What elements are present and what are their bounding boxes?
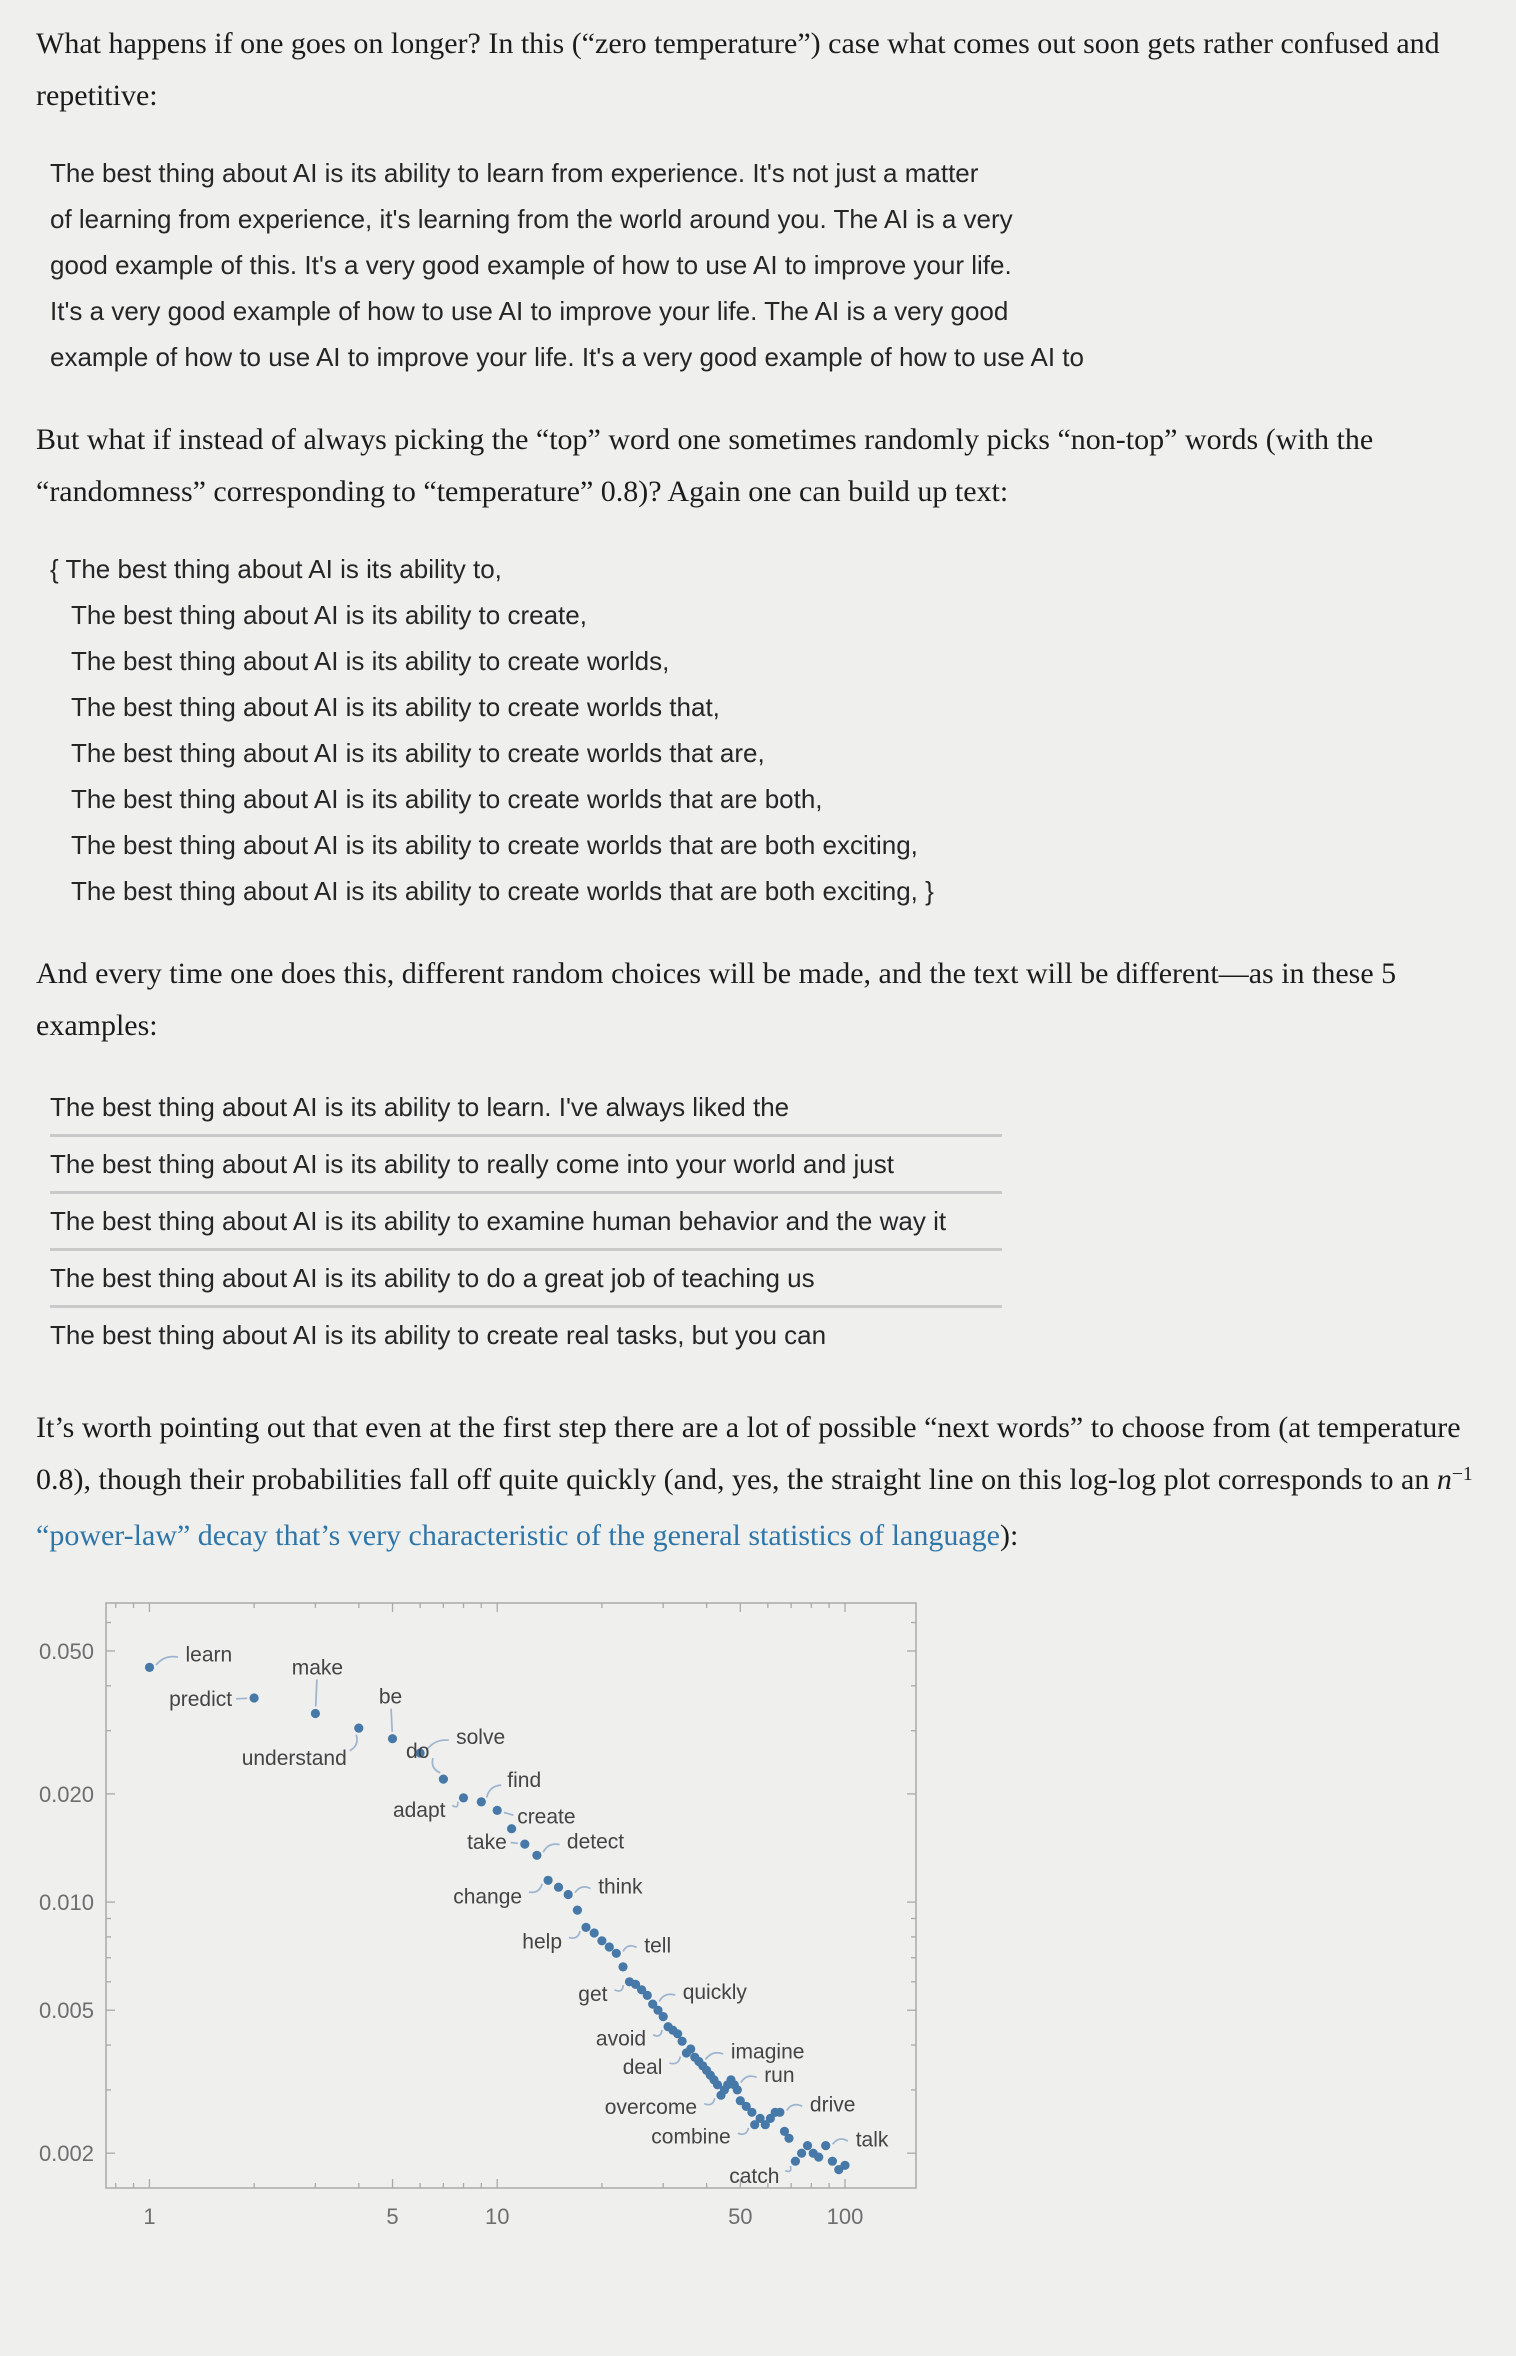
data-point [311,1709,320,1718]
data-point [493,1806,502,1815]
data-point [354,1724,363,1733]
label-leader-line [529,1884,542,1893]
word-label: deal [622,2056,663,2079]
word-label: quickly [682,1981,747,2005]
word-label: learn [185,1643,233,1667]
random-examples-list [36,1080,1002,1362]
label-leader-line [156,1657,178,1665]
label-leader-line [741,2076,757,2083]
label-leader-line [427,1740,449,1750]
data-point [733,2085,742,2094]
data-point [840,2161,849,2170]
text-run: n [1436,1463,1452,1496]
word-label: drive [809,2093,856,2117]
paragraph-temperature-08-intro [36,414,1480,518]
point-labels [156,1643,889,2188]
paragraph-five-examples-intro [36,948,1480,1052]
word-label: change [453,1885,523,1909]
word-label: detect [566,1830,625,1854]
data-point [659,2012,668,2021]
word-label: make [291,1656,344,1680]
data-point [250,1693,259,1702]
example-row: The best thing about AI is its ability to learn. I've always liked the [50,1092,790,1122]
chart-svg [36,1588,986,2278]
text-run: −1 [1451,1464,1473,1486]
data-point [686,2044,695,2053]
y-tick-label: 0.002 [38,2141,94,2167]
word-label: solve [456,1726,506,1749]
text-run: But what if instead of always picking the “top” word one sometimes randomly picks “non-top” words (with the “randomness” corresponding to “temperature” 0.8)? Again one can build up text: [36,423,1374,508]
sample-output-line: The best thing about AI is its ability to create worlds, [71,646,670,676]
y-tick-label: 0.050 [38,1638,94,1664]
sample-output-line: of learning from experience, it's learning from the world around you. The AI is a very [50,204,1013,234]
data-point [612,1949,621,1958]
word-label: be [378,1685,403,1709]
label-leader-line [316,1679,317,1706]
label-leader-line [738,2128,749,2134]
text-run: And every time one does this, different random choices will be made, and the text will be different—as in these 5 examples: [36,957,1397,1042]
label-leader-line [432,1758,440,1773]
data-point [791,2157,800,2166]
label-leader-line [452,1802,458,1807]
x-tick-label: 100 [826,2204,864,2229]
data-point [564,1890,573,1899]
power-law-link[interactable]: “power-law” decay that’s very characteristic of the general statistics of language [36,1519,1000,1552]
word-label: find [507,1768,542,1792]
sample-output-line: The best thing about AI is its ability to learn from experience. It's not just a matter [50,158,979,188]
x-axis-labels [143,2204,863,2229]
data-point [605,1942,614,1951]
data-point [388,1734,397,1743]
word-label: catch [729,2165,780,2189]
label-leader-line [391,1709,392,1732]
label-leader-line [669,2057,680,2064]
data-point [803,2141,812,2150]
x-tick-label: 1 [143,2204,156,2229]
word-label: talk [855,2128,889,2152]
data-point [573,1906,582,1915]
text-run: ): [999,1519,1019,1552]
data-point [477,1797,486,1806]
word-label: think [598,1875,643,1899]
data-point [590,1928,599,1937]
data-point [459,1793,468,1802]
y-axis-labels [39,1639,94,2166]
word-label: imagine [730,2040,805,2064]
word-label: understand [241,1747,347,1771]
label-leader-line [653,2030,662,2036]
x-tick-label: 5 [386,2204,399,2229]
x-tick-label: 50 [728,2204,753,2229]
paragraph-power-law [36,1402,1480,1562]
data-point [618,1962,627,1971]
data-point [821,2141,830,2150]
data-point [747,2108,756,2117]
label-leader-line [236,1698,247,1699]
data-point [597,1936,606,1945]
text-run: What happens if one goes on longer? In this (“zero temperature”) case what comes out soon gets rather confused and repetitive: [36,27,1440,112]
label-leader-line [575,1887,591,1893]
example-row: The best thing about AI is its ability to do a great job of teaching us [50,1248,1002,1305]
data-point [828,2157,837,2166]
data-point [678,2037,687,2046]
label-leader-line [833,2139,848,2144]
sample-output-line: { The best thing about AI is its ability to, [50,554,502,584]
word-probability-log-log-chart [36,1588,1480,2283]
label-leader-line [787,2105,803,2111]
word-label: combine [651,2125,731,2149]
label-leader-line [706,2053,724,2060]
data-point [532,1851,541,1860]
sample-output-line: The best thing about AI is its ability to create, [71,600,587,630]
progressive-generation-block [36,546,1480,914]
y-tick-label: 0.005 [38,1998,94,2024]
label-leader-line [487,1785,502,1797]
label-leader-line [704,2098,715,2104]
label-leader-line [511,1843,518,1844]
sample-output-line: The best thing about AI is its ability to create worlds that are both, [71,784,823,814]
label-leader-line [569,1931,580,1938]
word-label: get [578,1982,608,2006]
text-run: It’s worth pointing out that even at the first step there are a lot of possible “next words” to choose from (at temperature 0.8), though their probabilities fall off quite quickly (and, yes, the straight line on this log-log plot corresponds to an [36,1411,1461,1496]
word-label: adapt [392,1798,446,1822]
label-leader-line [785,2166,791,2171]
data-point [520,1840,529,1849]
sample-output-line: The best thing about AI is its ability to create worlds that are, [71,738,765,768]
data-point [797,2149,806,2158]
paragraph-zero-temperature-intro [36,18,1480,122]
example-row: The best thing about AI is its ability to examine human behavior and the way it [50,1191,1002,1248]
word-label: tell [644,1934,672,1958]
word-label: help [522,1930,562,1954]
data-point [507,1824,516,1833]
data-point [775,2108,784,2117]
word-label: avoid [595,2027,647,2051]
y-tick-label: 0.020 [38,1781,94,1807]
label-leader-line [504,1812,514,1815]
y-tick-label: 0.010 [38,1890,94,1916]
label-leader-line [615,1985,624,1991]
label-leader-line [659,1994,675,2001]
sample-output-line: example of how to use AI to improve your life. It's a very good example of how to use AI to [50,342,1084,372]
label-leader-line [543,1844,559,1852]
data-point [643,1991,652,2000]
example-row: The best thing about AI is its ability to really come into your world and just [50,1134,1002,1191]
example-row: The best thing about AI is its ability to create real tasks, but you can [50,1305,1002,1362]
x-tick-label: 10 [484,2204,510,2229]
sample-output-line: The best thing about AI is its ability to create worlds that are both exciting, [71,830,918,860]
word-label: overcome [604,2096,697,2120]
label-leader-line [623,1946,637,1952]
data-point [581,1923,590,1932]
zero-temperature-output-block [36,150,1480,380]
word-label: predict [169,1688,233,1711]
sample-output-line: The best thing about AI is its ability to create worlds that are both exciting, } [71,876,934,906]
data-point [145,1663,154,1672]
word-label: run [764,2063,795,2087]
sample-output-line: The best thing about AI is its ability to create worlds that, [71,692,720,722]
label-leader-line [350,1735,357,1751]
word-label: do [406,1740,430,1764]
data-point [784,2134,793,2143]
data-point [439,1775,448,1784]
word-label: take [467,1831,507,1855]
sample-output-line: It's a very good example of how to use AI to improve your life. The AI is a very good [50,296,1009,326]
data-point [544,1876,553,1885]
sample-output-line: good example of this. It's a very good example of how to use AI to improve your life. [50,250,1012,280]
data-point [814,2153,823,2162]
word-label: create [517,1805,576,1829]
data-point [554,1883,563,1892]
